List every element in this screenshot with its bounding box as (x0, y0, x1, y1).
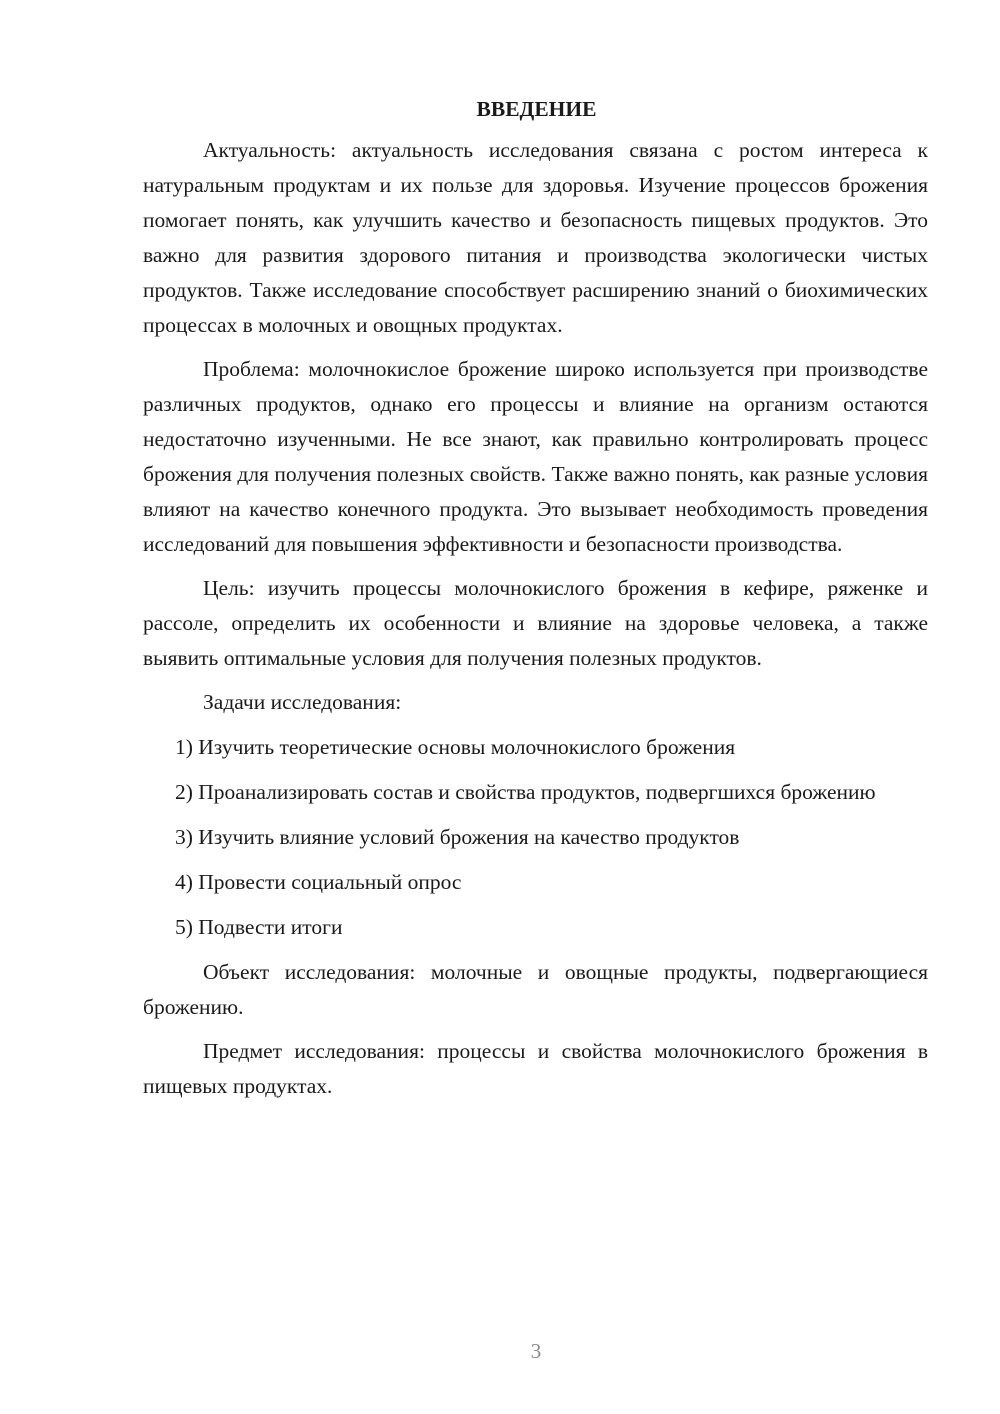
task-item: 2) Проанализировать состав и свойства продуктов, подвергшихся брожению (175, 780, 876, 804)
page-content (143, 92, 928, 1113)
task-item: 4) Провести социальный опрос (175, 870, 462, 894)
task-item: 3) Изучить влияние условий брожения на качество продуктов (175, 825, 740, 849)
task-item: 5) Подвести итоги (175, 915, 343, 939)
section-heading: ВВЕДЕНИЕ (476, 97, 597, 121)
object-paragraph: Объект исследования: молочные и овощные продукты, подвергающиеся брожению. (143, 960, 928, 1019)
tasks-list (143, 730, 928, 945)
tasks-title: Задачи исследования: (203, 690, 402, 714)
page-number: 3 (530, 1339, 542, 1363)
problem-paragraph: Проблема: молочнокислое брожение широко используется при производстве различных продуктов, однако его процессы и влияние на организм остаются недостаточно изученными. Не все знают, как правильно контролировать процесс брожения для получения полезных свойств. Также важно понять, как разные условия влияют на качество конечного продукта. Это вызывает необходимость проведения исследований для повышения эффективности и безопасности производства. (143, 357, 928, 556)
relevance-paragraph: Актуальность: актуальность исследования связана с ростом интереса к натуральным продуктам и их пользе для здоровья. Изучение процессов брожения помогает понять, как улучшить качество и безопасность пищевых продуктов. Это важно для развития здорового питания и производства экологически чистых продуктов. Также исследование способствует расширению знаний о биохимических процессах в молочных и овощных продуктах. (143, 138, 928, 337)
task-item: 1) Изучить теоретические основы молочнокислого брожения (175, 735, 736, 759)
goal-paragraph: Цель: изучить процессы молочнокислого брожения в кефире, ряженке и рассоле, определить их особенности и влияние на здоровье человека, а также выявить оптимальные условия для получения полезных продуктов. (143, 576, 928, 670)
subject-paragraph: Предмет исследования: процессы и свойства молочнокислого брожения в пищевых продуктах. (143, 1039, 928, 1098)
